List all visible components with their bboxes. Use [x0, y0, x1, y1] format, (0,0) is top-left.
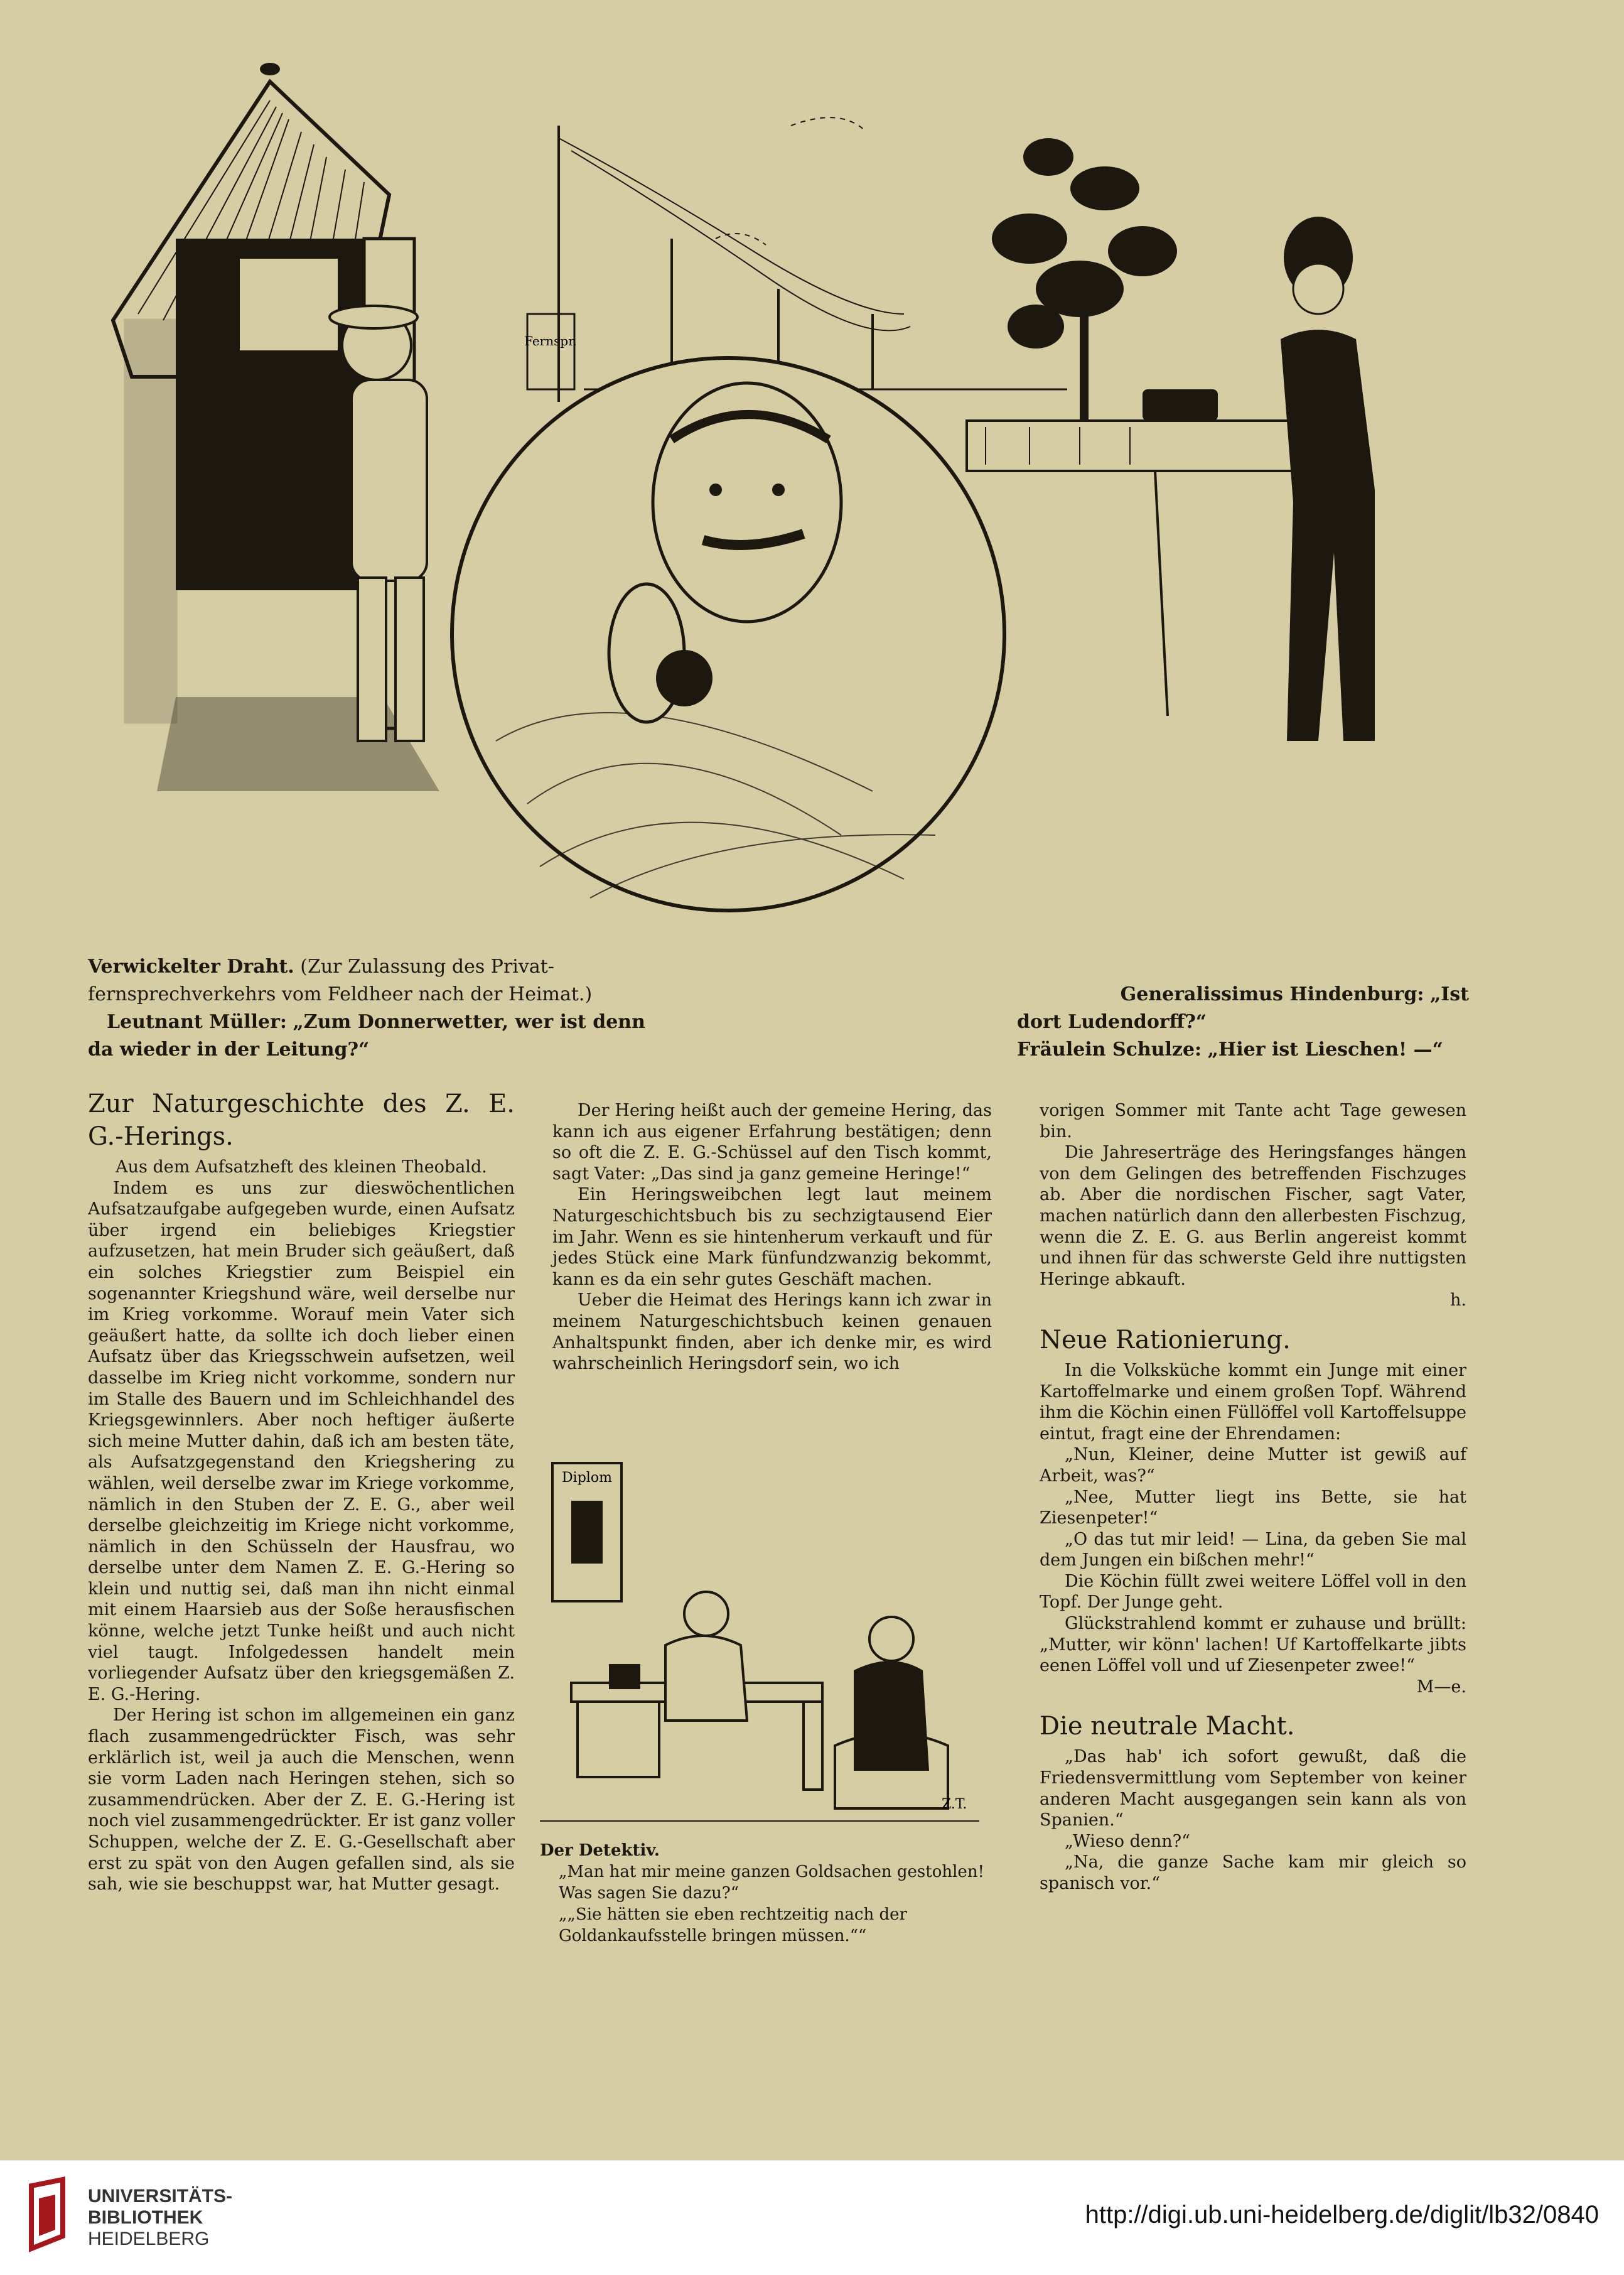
article-signature: h. — [1450, 1290, 1466, 1310]
caption-note: (Zur Zulassung des Privat- — [300, 956, 554, 978]
detective-cartoon — [540, 1457, 992, 1834]
paragraph: Indem es uns zur dieswöchentlichen Aufsatzaufgabe aufgegeben wurde, einen Aufsatz über irgend ein beliebiges Kriegstier aufzusetzen, hat mein Bruder sich geäußert, daß ein solches Kriegstier zum Beispiel ein sogenannter Kriegshund wäre, weil derselbe nur im Krieg vorkomme. Worauf mein Vater sich geäußert hatte, da sollte ich doch lieber einen Aufsatz über das Kriegsschwein aufsetzen, weil dasselbe im Krieg nicht vorkomme, sondern nur im Stalle des Bauern und im Schleichhandel des Kriegsgewinnlers. Aber noch heftiger äußerte sich meine Mutter dahin, daß ich am besten täte, als Aufsatzgegenstand den Kriegshering zu wählen, weil derselbe zwar im Kriege vorkomme, nämlich in den Stuben der Z. E. G., aber weil derselbe gleichzeitig im Kriege nicht vorkomme, nämlich in den Schüsseln der Hausfrau, wo derselbe unter dem Namen Z. E. G.-Hering so klein und nuttig sei, daß man ihn nicht einmal mit einem Haarsieb aus der Soße herausfischen könne, welche jetzt Tunke heißt und auch nicht viel taugt. Infolgedessen handelt mein vorliegender Aufsatz über den kriegsgemäßen Z. E. G.-Hering. — [88, 1178, 515, 1704]
caption-left — [88, 953, 645, 1064]
library-name — [88, 2186, 232, 2250]
library-name-line-3: HEIDELBERG — [88, 2229, 210, 2249]
library-footer — [0, 2160, 1624, 2275]
paragraph: „Wieso denn?“ — [1065, 1831, 1190, 1851]
article-subtitle: Aus dem Aufsatzheft des kleinen Theobald. — [116, 1157, 487, 1177]
detective-quote-2: „„Sie hätten sie eben rechtzeitig nach der Goldankaufsstelle bringen müssen.““ — [559, 1905, 907, 1945]
paragraph: „O das tut mir leid! — Lina, da geben Sie mal dem Jungen ein bißchen mehr!“ — [1040, 1529, 1466, 1570]
caption-speaker-schulze: Fräulein Schulze: — [1017, 1039, 1202, 1061]
caption-note-2: fernsprechverkehrs vom Feldheer nach der Heimat.) — [88, 983, 593, 1005]
caption-right — [1017, 981, 1469, 1064]
article-heading-rationierung: Neue Rationierung. — [1040, 1325, 1291, 1354]
caption-title: Verwickelter Draht. — [88, 956, 294, 978]
paragraph: „Nun, Kleiner, deine Mutter ist gewiß auf Arbeit, was?“ — [1040, 1445, 1466, 1486]
library-name-line-2: BIBLIOTHEK — [88, 2207, 203, 2228]
article-heading-hering: Zur Naturgeschichte des Z. E. G.-Herings. — [88, 1089, 515, 1151]
detective-caption — [540, 1840, 992, 1947]
paragraph: „Das hab' ich sofort gewußt, daß die Friedensvermittlung vom September von keiner anderen Macht ausgegangen sein kann als von Spanien.“ — [1040, 1747, 1466, 1830]
caption-quote-hindenburg-2: dort Ludendorff?“ — [1017, 1011, 1207, 1033]
artist-signature: Z.T. — [942, 1797, 967, 1812]
article-signature: M—e. — [1416, 1677, 1466, 1697]
detective-quote-1: „Man hat mir meine ganzen Goldsachen gestohlen! Was sagen Sie dazu?“ — [559, 1862, 985, 1903]
column-2 — [552, 1100, 992, 1375]
paragraph: Die Köchin füllt zwei weitere Löffel voll in den Topf. Der Junge geht. — [1040, 1571, 1466, 1613]
column-1 — [88, 1088, 515, 1895]
paragraph: „Nee, Mutter liegt ins Bette, sie hat Ziesenpeter!“ — [1040, 1487, 1466, 1528]
caption-speaker-mueller: Leutnant Müller: — [107, 1011, 287, 1033]
article-heading-neutrale-macht: Die neutrale Macht. — [1040, 1712, 1295, 1741]
paragraph: vorigen Sommer mit Tante acht Tage gewesen bin. — [1040, 1101, 1466, 1142]
caption-quote-mueller-2: da wieder in der Leitung?“ — [88, 1039, 370, 1061]
paragraph: Der Hering ist schon im allgemeinen ein ganz flach zusammengedrückter Fisch, was sehr erklärlich ist, weil ja auch die Menschen, wenn sie vorm Laden nach Heringen stehen, sich so zusammendrücken. Aber der Z. E. G.-Hering ist noch viel zusammengedrückter. Er ist ganz voller Schuppen, welche der Z. E. G.-Gesellschaft aber erst zu spät von den Augen gefallen sind, als sie sah, wie sie beschuppst war, hat Mutter gesagt. — [88, 1705, 515, 1894]
library-name-line-1: UNIVERSITÄTS- — [88, 2186, 233, 2207]
paragraph: Die Jahreserträge des Heringsfanges hängen von dem Gelingen des betreffenden Fischzuges ab. Aber die nordischen Fischer, sagt Vater, machen natürlich dann den allerbesten Fischzug, wenn die Z. E. G. aus Berlin angereist kommt und ihnen für das schwerste Geld ihre nuttigsten Heringe abkauft. — [1040, 1143, 1466, 1289]
column-3 — [1040, 1100, 1466, 1894]
caption-speaker-hindenburg: Generalissimus Hindenburg: — [1120, 983, 1424, 1005]
paragraph: Ueber die Heimat des Herings kann ich zwar in meinem Naturgeschichtsbuch keinen genauen Anhaltspunkt finden, aber ich denke mir, es wird wahrscheinlich Heringsdorf sein, wo ich — [552, 1290, 992, 1374]
paragraph: Ein Heringsweibchen legt laut meinem Naturgeschichtsbuch bis zu sechzigtausend Eier im Jahr. Wenn es sie hintenherum verkauft und für jedes Stück eine Mark fünfundzwanzig bekommt, kann es da ein sehr gutes Geschäft machen. — [552, 1185, 992, 1289]
hindenburg-telephone-illustration — [88, 50, 1532, 948]
caption-quote-mueller: „Zum Donnerwetter, wer ist denn — [293, 1011, 645, 1033]
caption-quote-schulze: „Hier ist Lieschen! —“ — [1207, 1039, 1443, 1061]
detective-title: Der Detektiv. — [540, 1841, 660, 1860]
sign-text: Fernspr. — [524, 333, 577, 349]
paragraph: In die Volksküche kommt ein Junge mit einer Kartoffelmarke und einem großen Topf. Während ihm die Köchin einen Füllöffel voll Kartoffelsuppe eintut, fragt eine der Ehrendamen: — [1040, 1360, 1466, 1444]
caption-quote-hindenburg: „Ist — [1429, 983, 1469, 1005]
permalink-url[interactable]: http://digi.ub.uni-heidelberg.de/diglit/lb32/0840 — [1085, 2201, 1599, 2229]
paragraph: Der Hering heißt auch der gemeine Hering, das kann ich aus eigener Erfahrung bestätigen; denn so oft die Z. E. G.-Schüssel auf den Tisch kommt, sagt Vater: „Das sind ja ganz gemeine Heringe!“ — [552, 1101, 992, 1184]
diploma-label: Diplom — [562, 1470, 612, 1486]
paragraph: „Na, die ganze Sache kam mir gleich so spanisch vor.“ — [1040, 1852, 1466, 1893]
library-logo-icon — [25, 2180, 75, 2255]
paragraph: Glückstrahlend kommt er zuhause und brüllt: „Mutter, wir könn' lachen! Uf Kartoffelkarte jibts eenen Löffel voll und uf Ziesenpeter zwee!“ — [1040, 1614, 1466, 1676]
